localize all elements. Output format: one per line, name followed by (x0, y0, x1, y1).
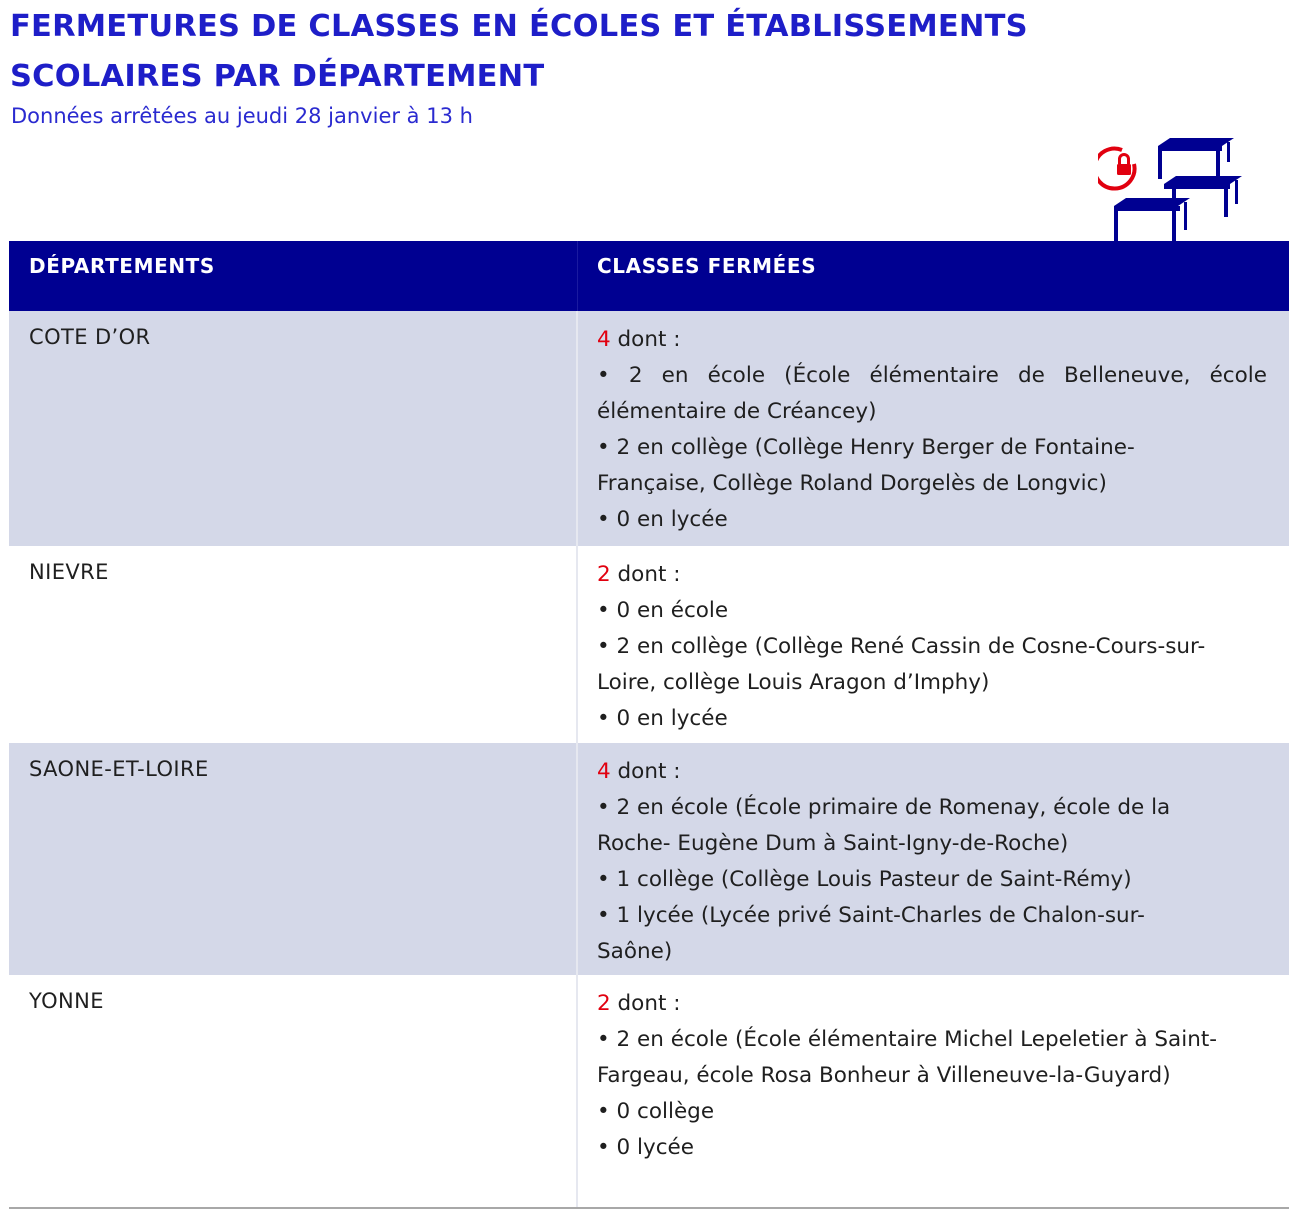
total-line: 2 dont : (597, 991, 681, 1016)
table-header (9, 241, 1289, 311)
department-name: SAONE-ET-LOIRE (9, 743, 578, 975)
department-name: YONNE (9, 975, 578, 1207)
column-header-departments: DÉPARTEMENTS (9, 241, 578, 311)
detail-line: • 2 en école (École élémentaire de Belleneuve, école élémentaire de Créancey) (597, 363, 1267, 424)
padlock-body (1117, 164, 1131, 175)
detail-line: • 2 en collège (Collège Henry Berger de Fontaine-Française, Collège Roland Dorgelès de Longvic) (597, 435, 1135, 496)
closures-table (9, 241, 1289, 1209)
total-line: 4 dont : (597, 759, 681, 784)
detail-line: • 2 en collège (Collège René Cassin de Cosne-Cours-sur-Loire, collège Louis Aragon d’Imphy) (597, 634, 1206, 695)
detail-line: • 0 lycée (597, 1135, 695, 1160)
detail-line: • 0 en école (597, 598, 729, 623)
closed-count: 2 (597, 991, 611, 1016)
detail-line: • 2 en école (École primaire de Romenay, école de la Roche- Eugène Dum à Saint-Igny-de-Roche) (597, 795, 1171, 856)
closed-classes-cell (578, 311, 1289, 546)
department-name: NIEVRE (9, 546, 578, 743)
closed-count: 4 (597, 759, 611, 784)
detail-line: • 2 en école (École élémentaire Michel Lepeletier à Saint-Fargeau, école Rosa Bonheur à Villeneuve-la-Guyard) (597, 1027, 1218, 1088)
total-line: 4 dont : (597, 327, 681, 352)
table-row (9, 975, 1289, 1207)
detail-line: • 0 en lycée (597, 706, 728, 731)
title-line-1: FERMETURES DE CLASSES EN ÉCOLES ET ÉTABLISSEMENTS (10, 9, 1028, 44)
total-line: 2 dont : (597, 562, 681, 587)
page-title (10, 2, 1028, 102)
detail-line: • 1 collège (Collège Louis Pasteur de Saint-Rémy) (597, 867, 1132, 892)
closed-classes-cell (578, 743, 1289, 975)
closed-count: 4 (597, 327, 611, 352)
table-row (9, 743, 1289, 975)
closed-count: 2 (597, 562, 611, 587)
detail-line: • 1 lycée (Lycée privé Saint-Charles de Chalon-sur-Saône) (597, 903, 1145, 964)
table-row (9, 546, 1289, 743)
closed-classes-cell (578, 546, 1289, 743)
department-name: COTE D’OR (9, 311, 578, 546)
table-row (9, 311, 1289, 546)
detail-line: • 0 collège (597, 1099, 715, 1124)
detail-line: • 0 en lycée (597, 507, 728, 532)
title-line-2: SCOLAIRES PAR DÉPARTEMENT (10, 59, 545, 94)
column-header-classes: CLASSES FERMÉES (597, 254, 817, 278)
page-subtitle: Données arrêtées au jeudi 28 janvier à 13 h (11, 104, 473, 128)
locked-school-desks-icon (1098, 134, 1248, 246)
closed-classes-cell (578, 975, 1289, 1207)
